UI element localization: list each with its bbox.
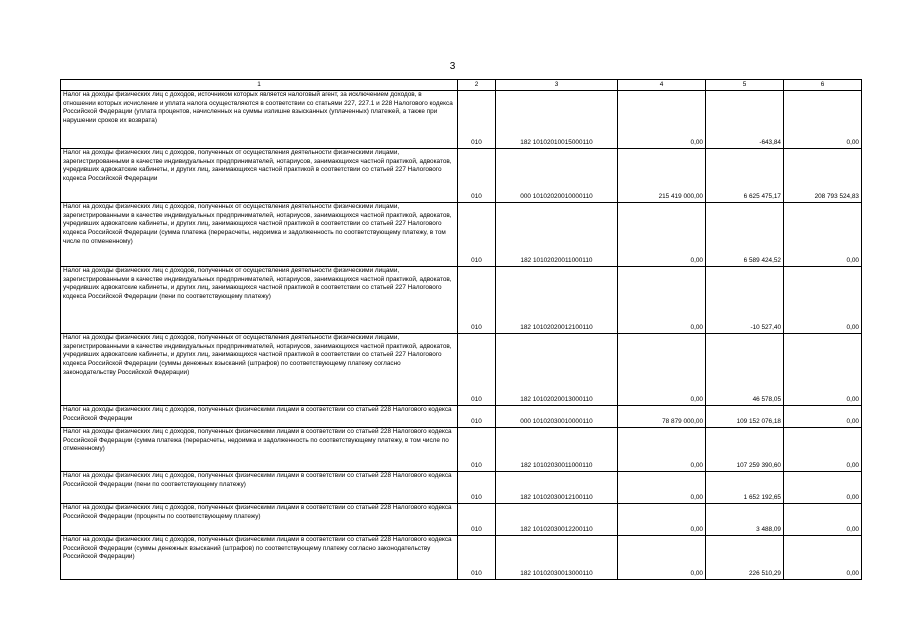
row-approved-amount: 0,00 (618, 267, 706, 334)
row-name: Налог на доходы физических лиц с доходов, источником которых является налоговый агент, за исключением доходов, в отношении которых исчисление и уплата налога осуществляются в соответствии со статьями 227, 227.1 и 228 Налогового кодекса Российской Федерации (уплата процентов, начисленных на суммы излишне взысканных (уплаченных) платежей, а также при нарушении сроков их возврата) (61, 91, 458, 149)
row-line-code: 010 (458, 406, 496, 428)
row-budget-code: 182 10102030013000110 (496, 536, 618, 580)
row-approved-amount: 0,00 (618, 334, 706, 406)
row-unexecuted-amount: 0,00 (784, 267, 862, 334)
row-executed-amount: 3 488,09 (706, 504, 784, 536)
row-unexecuted-amount: 0,00 (784, 504, 862, 536)
row-executed-amount: 226 510,29 (706, 536, 784, 580)
page-number: 3 (449, 61, 456, 72)
row-unexecuted-amount: 208 793 524,83 (784, 149, 862, 203)
table-row (61, 536, 862, 580)
row-line-code: 010 (458, 203, 496, 267)
row-unexecuted-amount: 0,00 (784, 428, 862, 472)
row-name: Налог на доходы физических лиц с доходов, полученных от осуществления деятельности физическими лицами, зарегистрированными в качестве индивидуальных предпринимателей, нотариусов, занимающихся частной практикой, адвокатов, учредивших адвокатские кабинеты, и других лиц, занимающихся частной практикой в соответствии со статьей 227 Налогового кодекса Российской Федерации (пени по соответствующему платежу) (61, 267, 458, 334)
row-budget-code: 182 10102020013000110 (496, 334, 618, 406)
header-cell-5: 5 (706, 80, 784, 91)
row-unexecuted-amount: 0,00 (784, 334, 862, 406)
table-row (61, 428, 862, 472)
header-cell-2: 2 (458, 80, 496, 91)
table-row (61, 472, 862, 504)
row-budget-code: 182 10102030012200110 (496, 504, 618, 536)
row-executed-amount: -643,84 (706, 91, 784, 149)
row-line-code: 010 (458, 536, 496, 580)
row-line-code: 010 (458, 91, 496, 149)
header-cell-6: 6 (784, 80, 862, 91)
row-budget-code: 182 10102020011000110 (496, 203, 618, 267)
header-cell-3: 3 (496, 80, 618, 91)
row-executed-amount: 46 578,05 (706, 334, 784, 406)
row-approved-amount: 0,00 (618, 472, 706, 504)
row-unexecuted-amount: 0,00 (784, 91, 862, 149)
row-name: Налог на доходы физических лиц с доходов, полученных физическими лицами в соответствии со статьей 228 Налогового кодекса Российской Федерации (суммы денежных взысканий (штрафов) по соответствующему платежу согласно законодательству Российской Федерации) (61, 536, 458, 580)
row-name: Налог на доходы физических лиц с доходов, полученных от осуществления деятельности физическими лицами, зарегистрированными в качестве индивидуальных предпринимателей, нотариусов, занимающихся частной практикой, адвокатов, учредивших адвокатские кабинеты, и других лиц, занимающихся частной практикой в соответствии со статьей 227 Налогового кодекса Российской Федерации (суммы денежных взысканий (штрафов) по соответствующему платежу согласно законодательству Российской Федерации) (61, 334, 458, 406)
row-unexecuted-amount: 0,00 (784, 406, 862, 428)
row-budget-code: 000 10102030010000110 (496, 406, 618, 428)
row-line-code: 010 (458, 428, 496, 472)
row-executed-amount: 6 589 424,52 (706, 203, 784, 267)
row-name: Налог на доходы физических лиц с доходов, полученных физическими лицами в соответствии со статьей 228 Налогового кодекса Российской Федерации (сумма платежа (перерасчеты, недоимка и задолженность по соответствующему платежу, в том числе по отмененному) (61, 428, 458, 472)
row-approved-amount: 78 879 000,00 (618, 406, 706, 428)
row-approved-amount: 215 419 000,00 (618, 149, 706, 203)
report-body (61, 80, 862, 580)
row-unexecuted-amount: 0,00 (784, 472, 862, 504)
row-executed-amount: 1 652 192,65 (706, 472, 784, 504)
row-name: Налог на доходы физических лиц с доходов, полученных физическими лицами в соответствии со статьей 228 Налогового кодекса Российской Федерации (проценты по соответствующему платежу) (61, 504, 458, 536)
row-budget-code: 182 10102030012100110 (496, 472, 618, 504)
row-executed-amount: 6 625 475,17 (706, 149, 784, 203)
row-approved-amount: 0,00 (618, 203, 706, 267)
row-line-code: 010 (458, 472, 496, 504)
row-approved-amount: 0,00 (618, 428, 706, 472)
report-table (60, 79, 862, 580)
table-row (61, 203, 862, 267)
row-line-code: 010 (458, 267, 496, 334)
row-approved-amount: 0,00 (618, 536, 706, 580)
row-line-code: 010 (458, 334, 496, 406)
row-budget-code: 182 10102030011000110 (496, 428, 618, 472)
row-line-code: 010 (458, 504, 496, 536)
row-executed-amount: 109 152 076,18 (706, 406, 784, 428)
row-budget-code: 000 10102020010000110 (496, 149, 618, 203)
table-row (61, 406, 862, 428)
header-row (61, 80, 862, 91)
table-row (61, 504, 862, 536)
row-name: Налог на доходы физических лиц с доходов, полученных физическими лицами в соответствии со статьей 228 Налогового кодекса Российской Федерации (пени по соответствующему платежу) (61, 472, 458, 504)
row-name: Налог на доходы физических лиц с доходов, полученных от осуществления деятельности физическими лицами, зарегистрированными в качестве индивидуальных предпринимателей, нотариусов, занимающихся частной практикой, адвокатов, учредивших адвокатские кабинеты, и других лиц, занимающихся частной практикой в соответствии со статьей 227 Налогового кодекса Российской Федерации (61, 149, 458, 203)
row-executed-amount: -10 527,40 (706, 267, 784, 334)
row-name: Налог на доходы физических лиц с доходов, полученных от осуществления деятельности физическими лицами, зарегистрированными в качестве индивидуальных предпринимателей, нотариусов, занимающихся частной практикой, адвокатов, учредивших адвокатские кабинеты, и других лиц, занимающихся частной практикой в соответствии со статьей 227 Налогового кодекса Российской Федерации (сумма платежа (перерасчеты, недоимка и задолженность по соответствующему платежу, в том числе по отмененному) (61, 203, 458, 267)
header-cell-1: 1 (61, 80, 458, 91)
row-unexecuted-amount: 0,00 (784, 536, 862, 580)
row-approved-amount: 0,00 (618, 504, 706, 536)
table-row (61, 334, 862, 406)
row-executed-amount: 107 259 390,60 (706, 428, 784, 472)
row-approved-amount: 0,00 (618, 91, 706, 149)
row-budget-code: 182 10102010015000110 (496, 91, 618, 149)
table-row (61, 149, 862, 203)
row-budget-code: 182 10102020012100110 (496, 267, 618, 334)
header-cell-4: 4 (618, 80, 706, 91)
table-row (61, 91, 862, 149)
table-row (61, 267, 862, 334)
row-name: Налог на доходы физических лиц с доходов, полученных физическими лицами в соответствии со статьей 228 Налогового кодекса Российской Федерации (61, 406, 458, 428)
row-line-code: 010 (458, 149, 496, 203)
row-unexecuted-amount: 0,00 (784, 203, 862, 267)
